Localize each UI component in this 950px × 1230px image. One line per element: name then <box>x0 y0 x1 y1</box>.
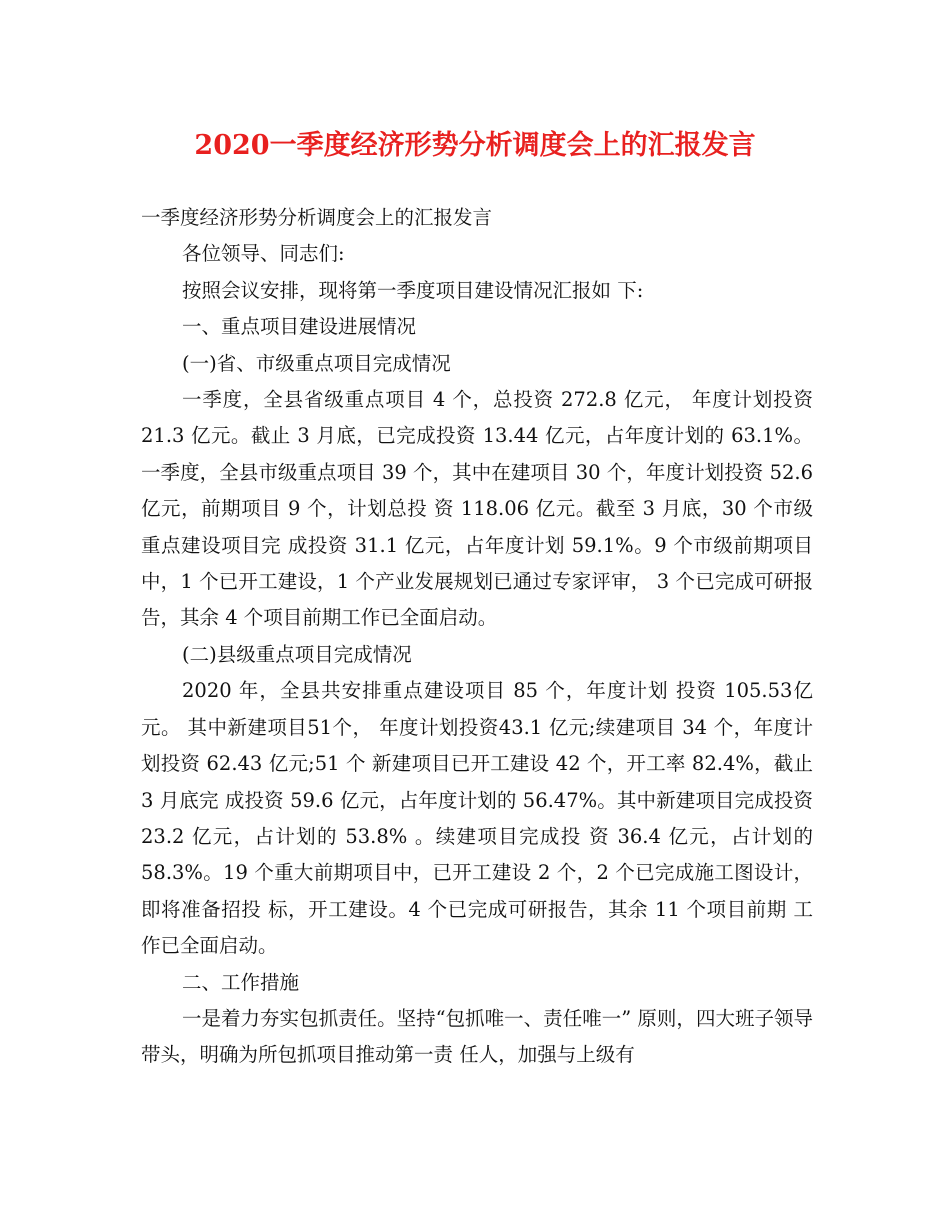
paragraph-intro: 按照会议安排，现将第一季度项目建设情况汇报如 下: <box>182 278 644 302</box>
section-heading-1: 一、重点项目建设进展情况 <box>182 315 417 339</box>
paragraph-subtitle: 一季度经济形势分析调度会上的汇报发言 <box>141 206 493 229</box>
paragraph-salutation: 各位领导、同志们: <box>182 242 345 266</box>
paragraph-provincial-city-projects: 一季度，全县省级重点项目 4 个，总投资 272.8 亿元， 年度计划投资 21.3 亿元。截止 3 月底，已完成投资 13.44 亿元，占年度计划的 63.1%。 一季度，全县市级重点项目 39 个，其中在建项目 30 个，年度计划投资 52.6 亿元，前期项目 9 个，计划总投 资 118.06 亿元。截至 3 月底，30 个市级重点建设项目完 成投资 31.1 亿元，占年度计划 59.1%。9 个市级前期项目 中，1 个已开工建设，1 个产业发展规划已通过专家评审， 3 个已完成可研报告，其余 4 个项目前期工作已全面启动。 <box>141 388 813 630</box>
document-title: 2020一季度经济形势分析调度会上的汇报发言 <box>194 130 756 161</box>
subsection-heading-1: (一)省、市级重点项目完成情况 <box>182 351 451 375</box>
section-heading-2: 二、工作措施 <box>182 970 300 994</box>
subsection-heading-2: (二)县级重点项目完成情况 <box>182 642 412 666</box>
paragraph-measures: 一是着力夯实包抓责任。坚持“包抓唯一、责任唯一” 原则，四大班子领导带头，明确为所包抓项目推动第一责 任人，加强与上级有 <box>141 1006 813 1067</box>
document-body <box>141 200 813 1074</box>
paragraph-county-projects: 2020 年，全县共安排重点建设项目 85 个，年度计划 投资 105.53亿元。 其中新建项目51个， 年度计划投资43.1 亿元;续建项目 34 个，年度计划投资 62.43 亿元;51 个 新建项目已开工建设 42 个，开工率 82.4%，截止 3 月底完 成投资 59.6 亿元，占年度计划的 56.47%。其中新建项目完成投资 23.2 亿元，占计划的 53.8% 。续建项目完成投 资 36.4 亿元，占计划的 58.3%。19 个重大前期项目中，已开工建设 2 个，2 个已完成施工图设计，即将准备招投 标，开工建设。4 个已完成可研报告，其余 11 个项目前期 工作已全面启动。 <box>141 679 813 958</box>
